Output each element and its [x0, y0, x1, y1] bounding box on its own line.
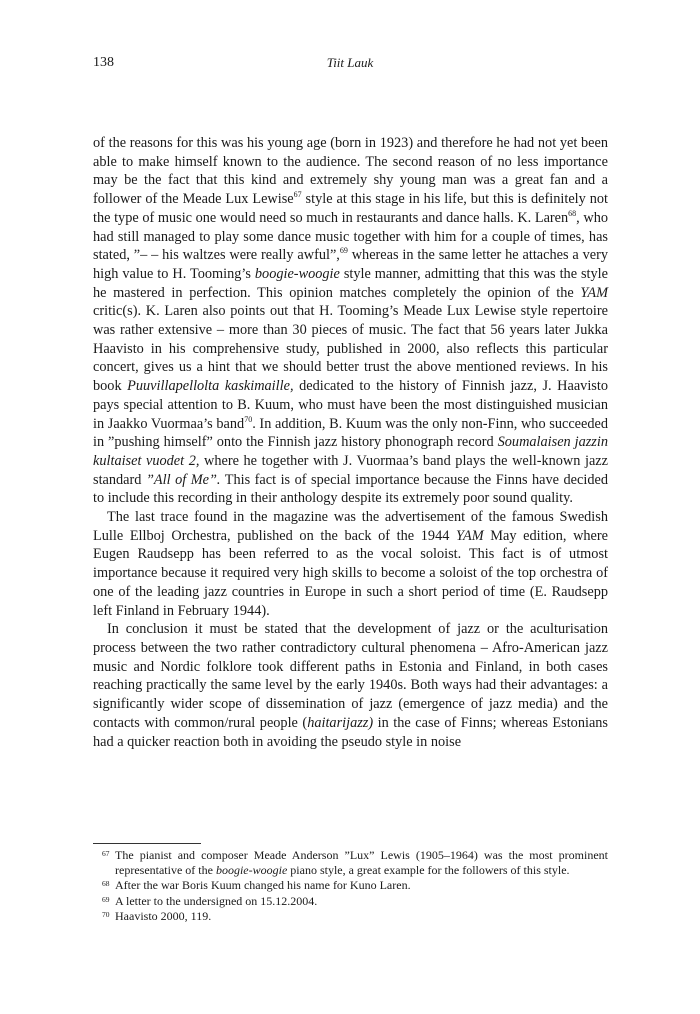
paragraph [93, 620, 608, 751]
text-run: critic(s). K. Laren also points out that H. Tooming’s Meade Lux Lewise style repertoire was rather extensive – more than 30 pieces of music. The fact that 56 years later Jukka Haavisto in his comprehensive study, published in 2000, also reflects this particular concert, gives us a hint that we should better trust the above mentioned reviews. In his book [93, 303, 608, 395]
footnote [93, 909, 608, 924]
italic-text: Puuvillapellolta kaskimaille, [127, 378, 294, 395]
footnote-text [115, 848, 608, 877]
body-text [93, 134, 608, 751]
text-run: . In addition, B. Kuum was the only non-Finn, who succeeded in ”pushing himself” onto the Finnish jazz history phonograph record [93, 415, 608, 451]
text-run: Haavisto 2000, 119. [115, 908, 212, 923]
footnote-number: 70 [102, 909, 110, 919]
text-run: piano style, a great example for the followers of this style. [287, 863, 570, 878]
text-run: After the war Boris Kuum changed his name for Kuno Laren. [115, 878, 411, 893]
footnote-ref: 68 [568, 208, 577, 218]
italic-text: YAM [580, 284, 608, 301]
text-run: style at this stage in his life, but this is definitely not the type of music one would need so much in restaurants and dance halls. K. Laren [93, 191, 608, 226]
text-run: A letter to the undersigned on 15.12.2004. [115, 893, 318, 908]
text-run: The last trace found in the magazine was the advertisement of the famous Swedish Lulle Ellboj Orchestra, published on the back of the 1944 [93, 509, 608, 544]
text-run: of the reasons for this was his young age (born in 1923) and therefore he had not yet been able to make himself known to the audience. The second reason of no less importance may be the fact that this kind and extremely shy young man was a great fan and a follower of the Meade Lux Lewise [93, 135, 608, 208]
paragraph [93, 134, 608, 508]
italic-text: ”All of Me”. [145, 471, 221, 488]
footnote-divider [93, 843, 201, 844]
italic-text: YAM [456, 527, 484, 544]
footnote-ref: 70 [244, 414, 253, 424]
footnote [93, 848, 608, 878]
footnote-text [115, 894, 317, 908]
text-run: in the case of Finns; whereas Estonians had a quicker reaction both in avoiding the pseudo style in noise [93, 714, 609, 750]
text-run: where he together with J. Vuormaa’s band plays the well-known jazz standard [93, 452, 608, 488]
footnote-ref: 69 [339, 246, 348, 256]
italic-text: haitarijazz) [307, 714, 374, 731]
text-run: In conclusion it must be stated that the development of jazz or the aculturisation process between the two rather contradictory cultural phenomena – Afro-American jazz music and Nordic folklore took different paths in Estonia and Finland, in both cases reaching practically the same level by the early 1940s. Both ways had their advantages: a significantly wider scope of dissemination of jazz (emergence of jazz media) and the contacts with common/rural people ( [93, 621, 608, 731]
footnote [93, 878, 608, 893]
footnote [93, 894, 608, 909]
footnote-number: 69 [102, 894, 110, 904]
text-run: style manner, admitting that this was the style he mastered in perfection. This opinion matches completely the opinion of the [93, 265, 608, 301]
italic-text: boogie-woogie [254, 265, 340, 282]
footnotes [93, 848, 608, 924]
text-run: May edition, where Eugen Raudsepp has been referred to as the vocal soloist. This fact is of utmost importance because it required very high skills to become a soloist of the top orchestra of one of the leading jazz countries in Europe in such a short period of time (E. Raudsepp left Finland in February 1944). [93, 527, 608, 619]
paragraph [93, 508, 608, 620]
text-run: The pianist and composer Meade Anderson ”Lux” Lewis (1905–1964) was the most prominent representative of the [115, 848, 608, 878]
italic-text: Soumalaisen jazzin kultaiset vuodet 2, [93, 434, 608, 469]
page-number: 138 [93, 55, 114, 70]
text-run: whereas in the same letter he attaches a very high value to H. Tooming’s [93, 247, 608, 282]
footnote-ref: 67 [293, 190, 302, 200]
running-head: Tiit Lauk [326, 55, 374, 70]
text-run: , who had still managed to play some dance music together with him for a couple of times, has stated, ”– – his waltzes were really awful”, [93, 209, 608, 264]
footnote-text [115, 909, 211, 923]
footnote-text [115, 878, 411, 892]
text-run: This fact is of special importance because the Finns have decided to include this recording in their anthology despite its extremely poor sound quality. [93, 471, 608, 507]
footnote-number: 67 [102, 849, 110, 858]
page-header [93, 55, 607, 75]
footnote-number: 68 [102, 879, 110, 889]
italic-text: boogie-woogie [215, 863, 288, 878]
text-run: dedicated to the history of Finnish jazz, J. Haavisto pays special attention to B. Kuum, who must have been the most distinguished musician in Jaakko Vuormaa’s band [93, 378, 608, 432]
